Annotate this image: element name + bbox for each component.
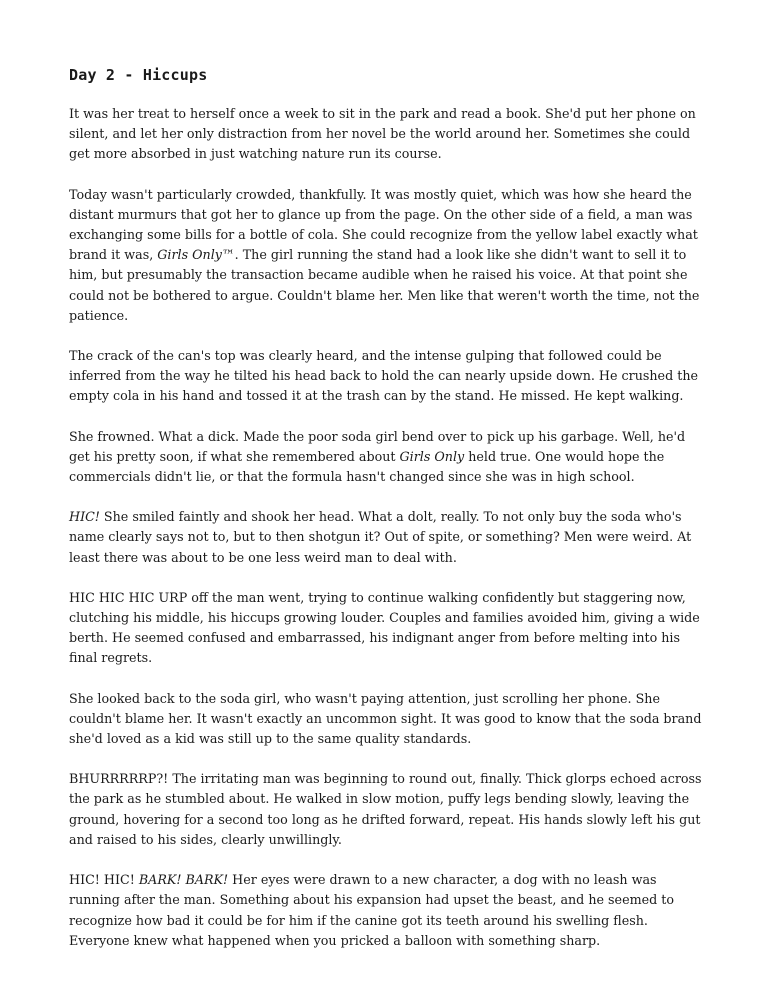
brand-name-italic: Girls Only <box>399 448 465 464</box>
paragraph-text: . The girl running the stand had a look like she didn't want to sell it to him, but presumably the transaction became audible when he raised his voice. At that point she could not be bothered to argue. Couldn't blame her. Men like that weren't worth the time, not the patience. <box>69 247 700 323</box>
paragraph-text: She looked back to the soda girl, who wasn't paying attention, just scrolling her phone. She couldn't blame her. It wasn't exactly an uncommon sight. It was good to know that the soda brand she'd loved as a kid was still up to the same quality standards. <box>69 690 702 747</box>
bark-italic: BARK! BARK! <box>138 872 229 888</box>
paragraph-text: It was her treat to herself once a week to sit in the park and read a book. She'd put her phone on silent, and let her only distraction from her novel be the world around her. Sometimes she could get more absorbed in just watching nature run its course. <box>69 106 696 162</box>
paragraph-text: She smiled faintly and shook her head. What a dolt, really. To not only buy the soda who's name clearly says not to, but to then shotgun it? Out of spite, or something? Men were weird. At least there was about to be one less weird man to deal with. <box>69 509 692 565</box>
hiccup-italic: HIC! <box>69 509 100 525</box>
paragraph-1 <box>69 104 709 165</box>
paragraph-text: Her eyes were drawn to a new character, a dog with no leash was running after the man. Something about his expansion had upset the beast, and he seemed to recognize how bad it could be for him if the canine got its teeth around his swelling flesh. Everyone knew what happened when you pricked a balloon with something sharp. <box>69 872 675 948</box>
paragraph-text: HIC HIC HIC URP off the man went, trying to continue walking confidently but staggering now, clutching his middle, his hiccups growing louder. Couples and families avoided him, giving a wide berth. He seemed confused and embarrassed, his indignant anger from before melting into his final regrets. <box>69 589 700 666</box>
paragraph-text: BHURRRRRP?! The irritating man was beginning to round out, finally. Thick glorps echoed across the park as he stumbled about. He walked in slow motion, puffy legs bending slowly, leaving the ground, hovering for a second too long as he drifted forward, repeat. His hands slowly left his gut and raised to his sides, clearly unwillingly. <box>69 771 702 847</box>
paragraph-text: Today wasn't particularly crowded, thankfully. It was mostly quiet, which was how she heard the distant murmurs that got her to glance up from the page. On the other side of a field, a man was exchanging some bills for a bottle of cola. She could recognize from the yellow label exactly what brand it was, <box>69 186 698 263</box>
paragraph-6 <box>69 588 709 669</box>
document-title: Day 2 - Hiccups <box>69 66 208 84</box>
document-page <box>69 66 709 971</box>
paragraph-2 <box>69 185 709 326</box>
paragraph-4 <box>69 427 709 488</box>
brand-name-italic: Girls Only™ <box>157 247 235 263</box>
paragraph-5 <box>69 507 709 568</box>
paragraph-text: held true. One would hope the commercials didn't lie, or that the formula hasn't changed since she was in high school. <box>69 448 665 485</box>
paragraph-8 <box>69 769 709 850</box>
paragraph-text: She frowned. What a dick. Made the poor soda girl bend over to pick up his garbage. Well, he'd get his pretty soon, if what she remembered about <box>69 428 686 464</box>
paragraph-9 <box>69 870 709 951</box>
paragraph-3 <box>69 346 709 407</box>
paragraph-7 <box>69 689 709 750</box>
paragraph-text: The crack of the can's top was clearly heard, and the intense gulping that followed could be inferred from the way he tilted his head back to hold the can nearly upside down. He crushed the empty cola in his hand and tossed it at the trash can by the stand. He missed. He kept walking. <box>69 348 698 404</box>
paragraph-text: HIC! HIC! <box>69 872 139 888</box>
